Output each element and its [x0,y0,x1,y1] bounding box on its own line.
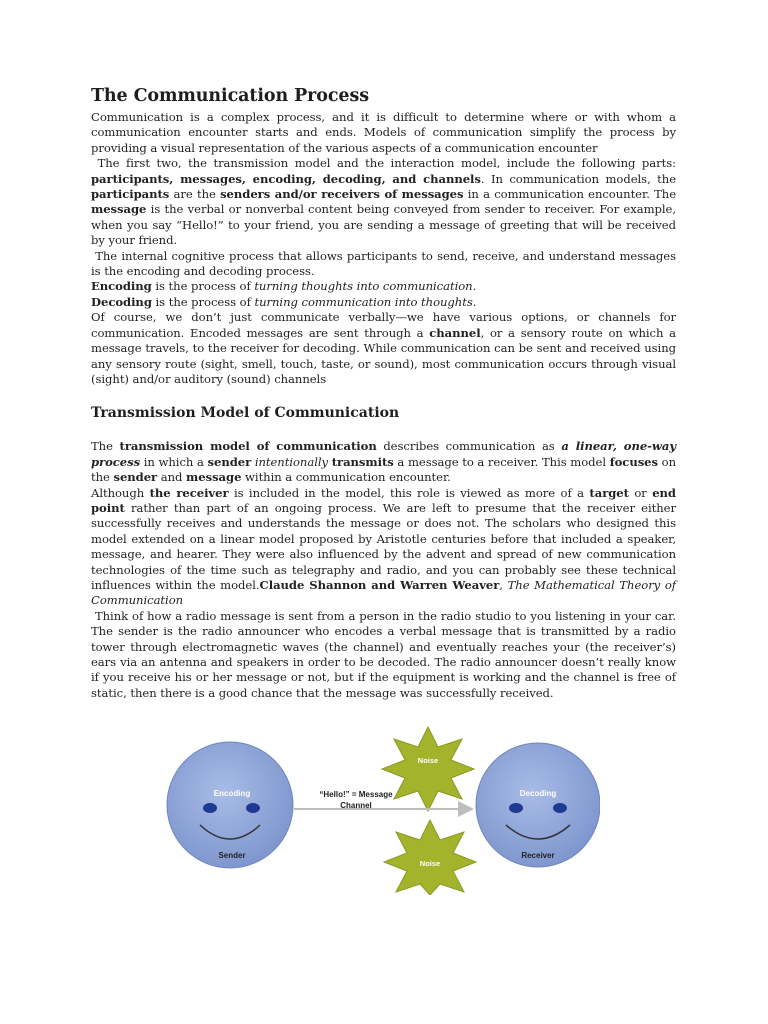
receiver-label: Receiver [521,851,555,860]
parts-paragraph: The first two, the transmission model and the interaction model, include the following parts: participants, messages, encoding, decoding, and channels. In communication models, the participants are the senders and/or receivers of messages in a communication encounter. The message is the verbal or nonverbal content being conveyed from sender to receiver. For example, when you say “Hello!” to your friend, you are sending a message of greeting that will be received by your friend. [91,156,677,248]
encoding-label: Encoding [213,789,251,798]
intro-paragraph: Communication is a complex process, and it is difficult to determine where or with whom a communication encounter starts and ends. Models of communication simplify the process by providing a visual representation of the various aspects of a communication encounter [91,110,676,155]
transmission-model-diagram [160,725,600,895]
page-title: The Communication Process [91,86,369,106]
document-body [91,86,676,701]
noise-star-top [382,727,474,811]
sender-label: Sender [218,851,246,860]
receiver-face [476,743,600,867]
encoding-definition: Encoding is the process of turning thoughts into communication. [91,279,477,294]
message-label: “Hello!” = Message [319,790,393,799]
decoding-definition: Decoding is the process of turning communication into thoughts. [91,294,477,309]
decoding-label: Decoding [519,789,557,798]
noise-label-bottom: Noise [419,859,441,868]
sender-face [167,742,293,868]
channel-paragraph: Of course, we don’t just communicate verbally—we have various options, or channels for communication. Encoded messages are sent through a channel, or a sensory route on which a message travels, to the receiver for decoding. While communication can be sent and received using any sensory route (sight, smell, touch, taste, or sound), most communication occurs through visual (sight) and/or auditory (sound) channels [91,310,677,386]
transmission-paragraph: The transmission model of communication describes communication as a linear, one-way process in which a sender intentionally transmits a message to a receiver. This model focuses on the sender and message within a communication encounter. [91,439,677,485]
radio-paragraph: Think of how a radio message is sent from a person in the radio studio to you listening in your car. The sender is the radio announcer who encodes a verbal message that is transmitted by a radio tower through electromagnetic waves (the channel) and eventually reaches your (the receiver’s) ears via an antenna and speakers in order to be decoded. The radio announcer doesn’t really know if you receive his or her message or not, but if the equipment is working and the channel is free of static, then there is a good chance that the message was successfully received. [91,608,677,700]
noise-label-top: Noise [417,756,439,765]
noise-star-bottom [384,820,476,895]
section-heading: Transmission Model of Communication [91,405,400,422]
cognitive-paragraph: The internal cognitive process that allows participants to send, receive, and understand messages is the encoding and decoding process. [91,248,676,279]
channel-label: Channel [340,801,372,810]
receiver-paragraph: Although the receiver is included in the model, this role is viewed as more of a target or end point rather than part of an ongoing process. We are left to presume that the receiver either successfully receives and understands the message or does not. The scholars who designed this model extended on a linear model proposed by Aristotle centuries before that included a speaker, message, and hearer. They were also influenced by the advent and spread of new communication technologies of the time such as telegraphy and radio, and you can probably see these technical influences within the model.Claude Shannon and Warren Weaver, The Mathematical Theory of Communication [91,485,677,608]
